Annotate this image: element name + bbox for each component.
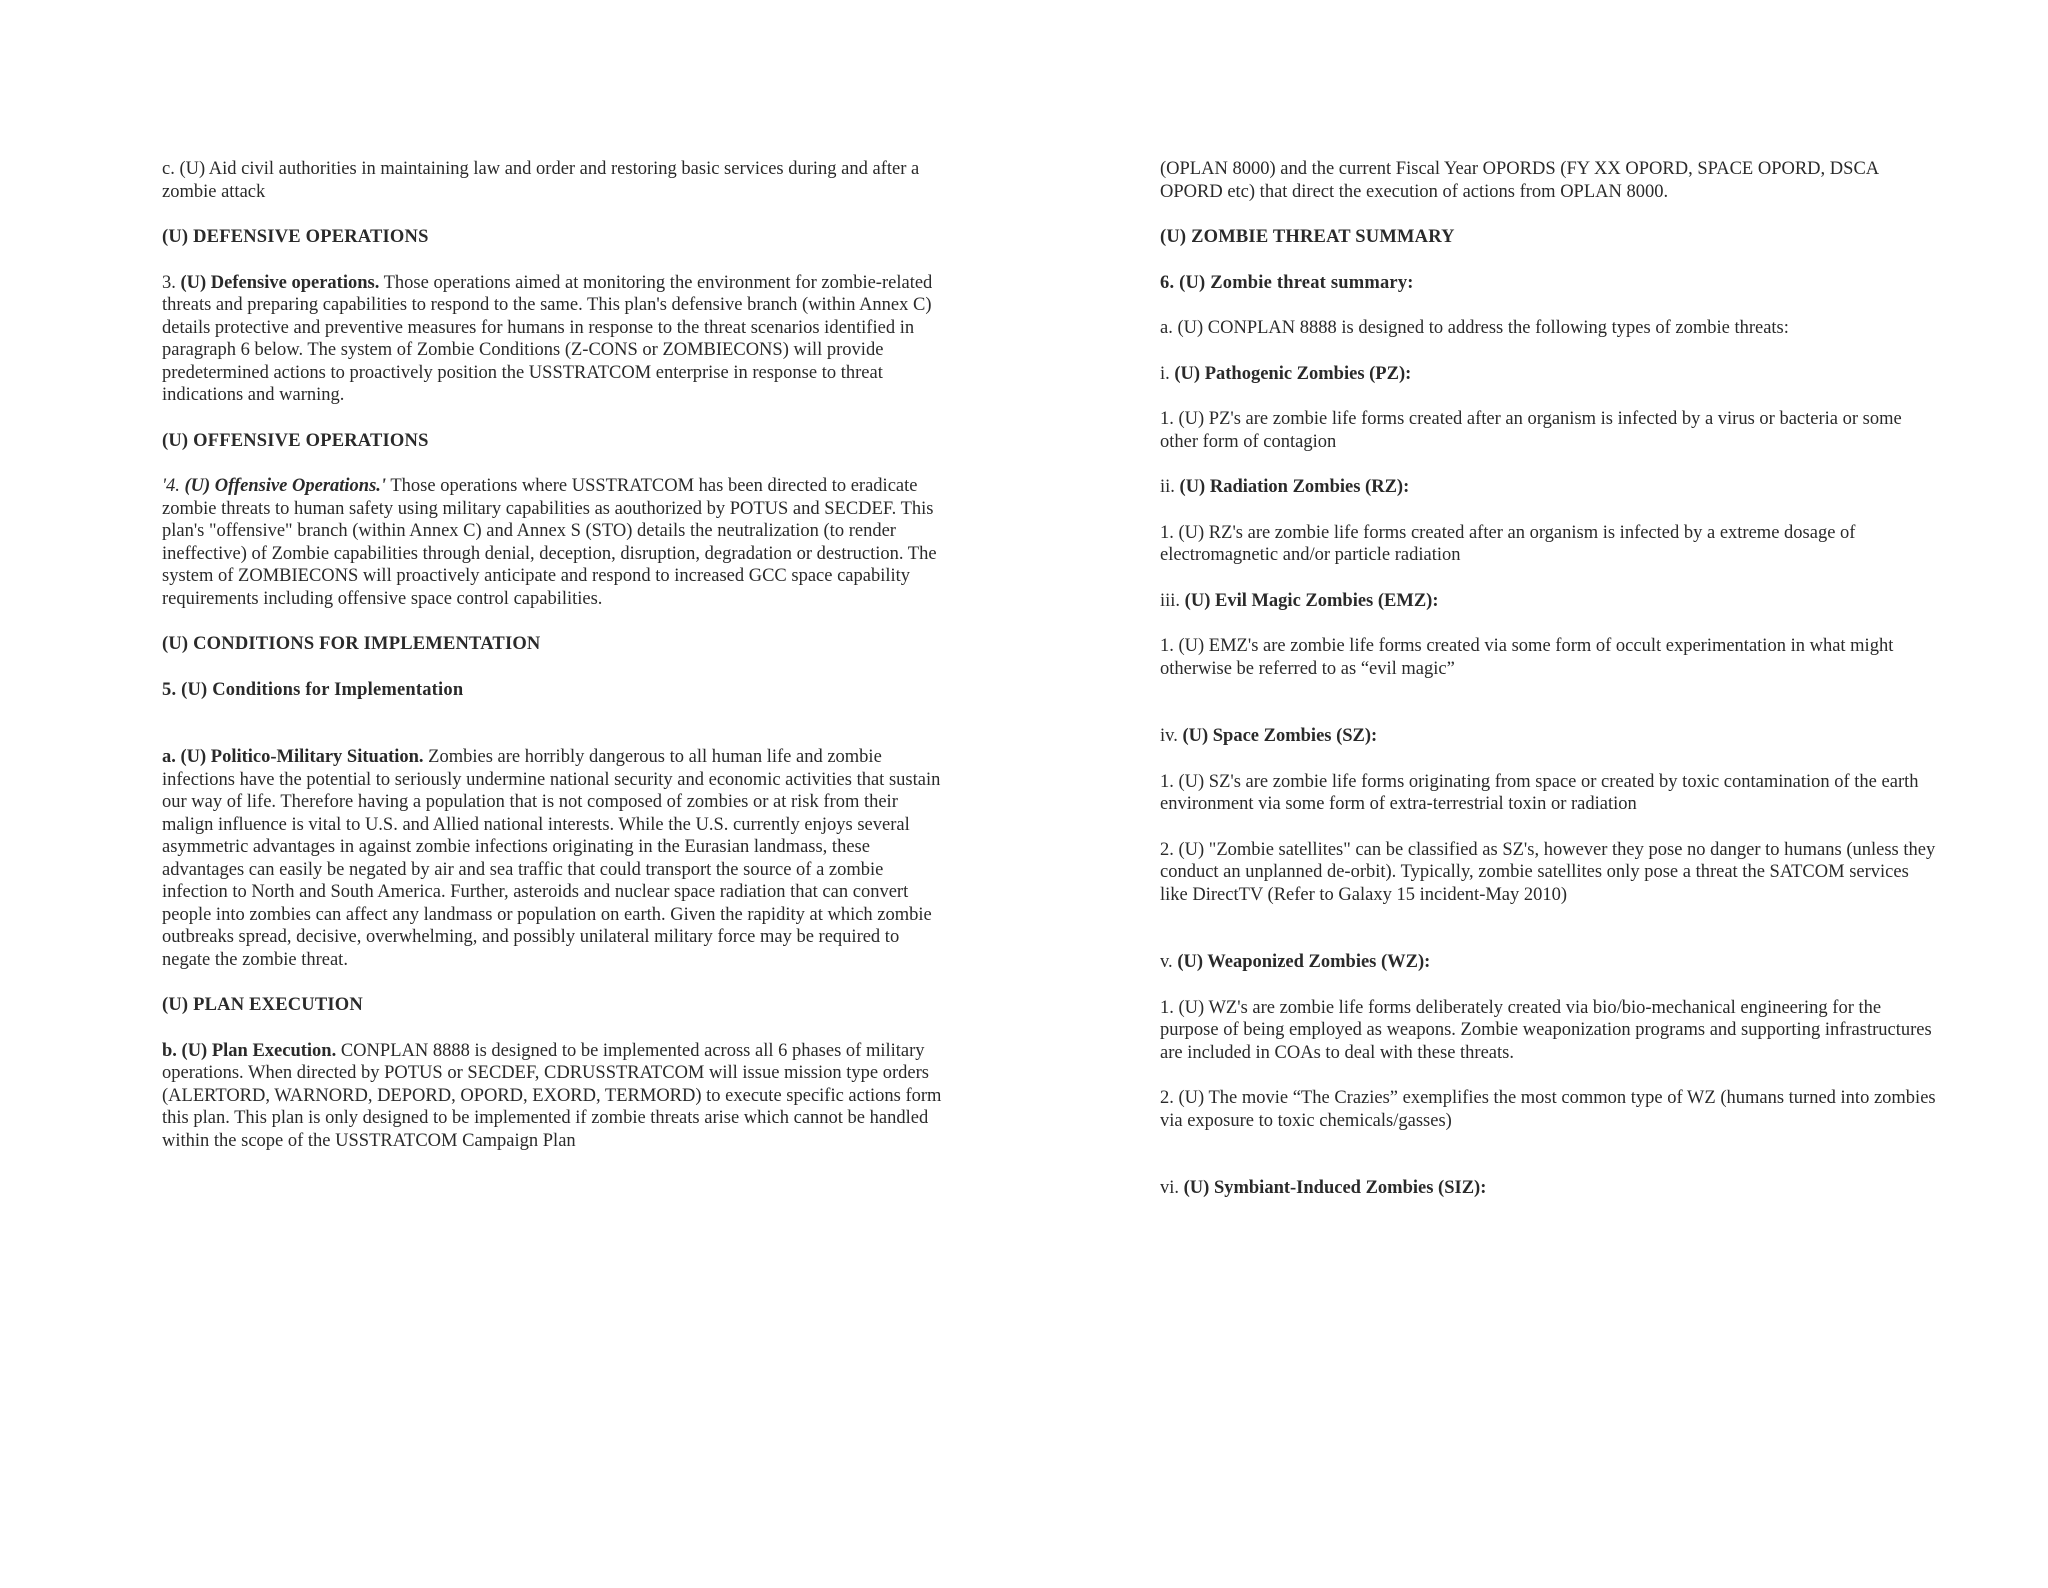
- paragraph-v-1: 1. (U) WZ's are zombie life forms deliberately created via bio/bio-mechanical engineering for the purpose of being employed as weapons. Zombie weaponization programs and supporting infrastructures are included in COAs to deal with these threats.: [1160, 997, 1932, 1063]
- paragraph-b-label: b. (U) Plan Execution.: [162, 1040, 337, 1061]
- subheading-ii: [1160, 476, 1940, 499]
- heading-conditions-for-implementation: (U) CONDITIONS FOR IMPLEMENTATION: [162, 634, 541, 654]
- subheading-v-number: v.: [1160, 952, 1178, 972]
- subheading-vi-label: (U) Symbiant-Induced Zombies (SIZ):: [1183, 1178, 1487, 1198]
- paragraph-iii-1: 1. (U) EMZ's are zombie life forms created via some form of occult experimentation in what might otherwise be referred to as “evil magic”: [1160, 636, 1894, 679]
- heading-plan-execution: (U) PLAN EXECUTION: [162, 995, 363, 1015]
- paragraph-a-text: Zombies are horribly dangerous to all human life and zombie infections have the potential to seriously undermine national security and economic activities that sustain our way of life. Therefore having a population that is not composed of zombies or at risk from their malign influence is vital to U.S. and Allied national interests. While the U.S. currently enjoys several asymmetric advantages in against zombie infections originating in the Eurasian landmass, these advantages can easily be negated by air and sea traffic that could transport the source of a zombie infection to North and South America. Further, asteroids and nuclear space radiation that can convert people into zombies can affect any landmass or population on earth. Given the rapidity at which zombie outbreaks spread, decisive, overwhelming, and possibly unilateral military force may be required to negate the zombie threat.: [162, 747, 941, 970]
- paragraph-a-politico-military: [162, 746, 942, 971]
- subheading-iii-label: (U) Evil Magic Zombies (EMZ):: [1184, 590, 1439, 611]
- paragraph-v-2: 2. (U) The movie “The Crazies” exemplifies the most common type of WZ (humans turned into zombies via exposure to toxic chemicals/gasses): [1160, 1088, 1936, 1131]
- paragraph-a-label: a. (U) Politico-Military Situation.: [162, 747, 424, 767]
- paragraph-3-label: (U) Defensive operations.: [180, 272, 380, 293]
- subheading-v: [1160, 951, 1940, 974]
- paragraph-c: c. (U) Aid civil authorities in maintaining law and order and restoring basic services during and after a zombie attack: [162, 159, 920, 202]
- paragraph-b-plan-execution: [162, 1040, 942, 1153]
- paragraph-3-number: 3.: [162, 272, 181, 293]
- paragraph-continued: (OPLAN 8000) and the current Fiscal Year OPORDS (FY XX OPORD, SPACE OPORD, DSCA OPORD etc) that direct the execution of actions from OPLAN 8000.: [1160, 159, 1879, 202]
- paragraph-4-number: '4.: [162, 476, 185, 496]
- paragraph-3-text: Those operations aimed at monitoring the environment for zombie-related threats and preparing capabilities to respond to the same. This plan's defensive branch (within Annex C) details protective and preventive measures for humans in response to the threat scenarios identified in paragraph 6 below. The system of Zombie Conditions (Z-CONS or ZOMBIECONS) will provide predetermined actions to proactively position the USSTRATCOM enterprise in response to threat indications and warning.: [162, 272, 933, 405]
- subheading-iii: [1160, 590, 1940, 613]
- subheading-vi-number: vi.: [1160, 1178, 1184, 1198]
- subheading-v-label: (U) Weaponized Zombies (WZ):: [1177, 952, 1431, 972]
- subheading-i-number: i.: [1160, 363, 1175, 384]
- subheading-iii-number: iii.: [1160, 590, 1185, 611]
- subheading-ii-label: (U) Radiation Zombies (RZ):: [1179, 477, 1410, 497]
- paragraph-ii-1: 1. (U) RZ's are zombie life forms created after an organism is infected by a extreme dosage of electromagnetic and/or particle radiation: [1160, 522, 1856, 565]
- paragraph-iv-1: 1. (U) SZ's are zombie life forms originating from space or created by toxic contamination of the earth environment via some form of extra-terrestrial toxin or radiation: [1160, 771, 1919, 814]
- subheading-iv-number: iv.: [1160, 726, 1183, 746]
- subheading-vi: [1160, 1177, 1940, 1200]
- heading-defensive-operations: (U) DEFENSIVE OPERATIONS: [162, 227, 429, 247]
- left-column: [162, 158, 942, 1175]
- heading-5-conditions: 5. (U) Conditions for Implementation: [162, 679, 464, 700]
- subheading-i-label: (U) Pathogenic Zombies (PZ):: [1174, 363, 1412, 384]
- paragraph-4-label: (U) Offensive Operations.': [184, 476, 387, 496]
- subheading-iv: [1160, 725, 1940, 748]
- paragraph-4-text: Those operations where USSTRATCOM has been directed to eradicate zombie threats to human safety using military capabilities as aouthorized by POTUS and SECDEF. This plan's "offensive" branch (within Annex C) and Annex S (STO) details the neutralization (to render ineffective) of Zombie capabilities through denial, deception, disruption, degradation or destruction. The system of ZOMBIECONS will proactively anticipate and respond to increased GCC space capability requirements including offensive space control capabilities.: [162, 476, 937, 609]
- subheading-iv-label: (U) Space Zombies (SZ):: [1182, 726, 1378, 746]
- heading-zombie-threat-summary: (U) ZOMBIE THREAT SUMMARY: [1160, 227, 1455, 247]
- paragraph-3: [162, 272, 942, 407]
- right-column: [1160, 158, 1940, 1223]
- heading-offensive-operations: (U) OFFENSIVE OPERATIONS: [162, 430, 429, 451]
- heading-6-zombie-threat-summary: 6. (U) Zombie threat summary:: [1160, 272, 1414, 293]
- paragraph-i-1: 1. (U) PZ's are zombie life forms created after an organism is infected by a virus or bacteria or some other form of contagion: [1160, 409, 1902, 452]
- paragraph-4: [162, 475, 942, 610]
- subheading-i: [1160, 363, 1940, 386]
- paragraph-6a: a. (U) CONPLAN 8888 is designed to address the following types of zombie threats:: [1160, 318, 1789, 338]
- paragraph-iv-2: 2. (U) "Zombie satellites" can be classified as SZ's, however they pose no danger to humans (unless they conduct an unplanned de-orbit). Typically, zombie satellites only pose a threat the SATCOM services like DirectTV (Refer to Galaxy 15 incident-May 2010): [1160, 839, 1936, 905]
- subheading-ii-number: ii.: [1160, 477, 1180, 497]
- paragraph-b-text: CONPLAN 8888 is designed to be implemented across all 6 phases of military operations. When directed by POTUS or SECDEF, CDRUSSTRATCOM will issue mission type orders (ALERTORD, WARNORD, DEPORD, OPORD, EXORD, TERMORD) to execute specific actions form this plan. This plan is only designed to be implemented if zombie threats arise which cannot be handled within the scope of the USSTRATCOM Campaign Plan: [162, 1040, 942, 1151]
